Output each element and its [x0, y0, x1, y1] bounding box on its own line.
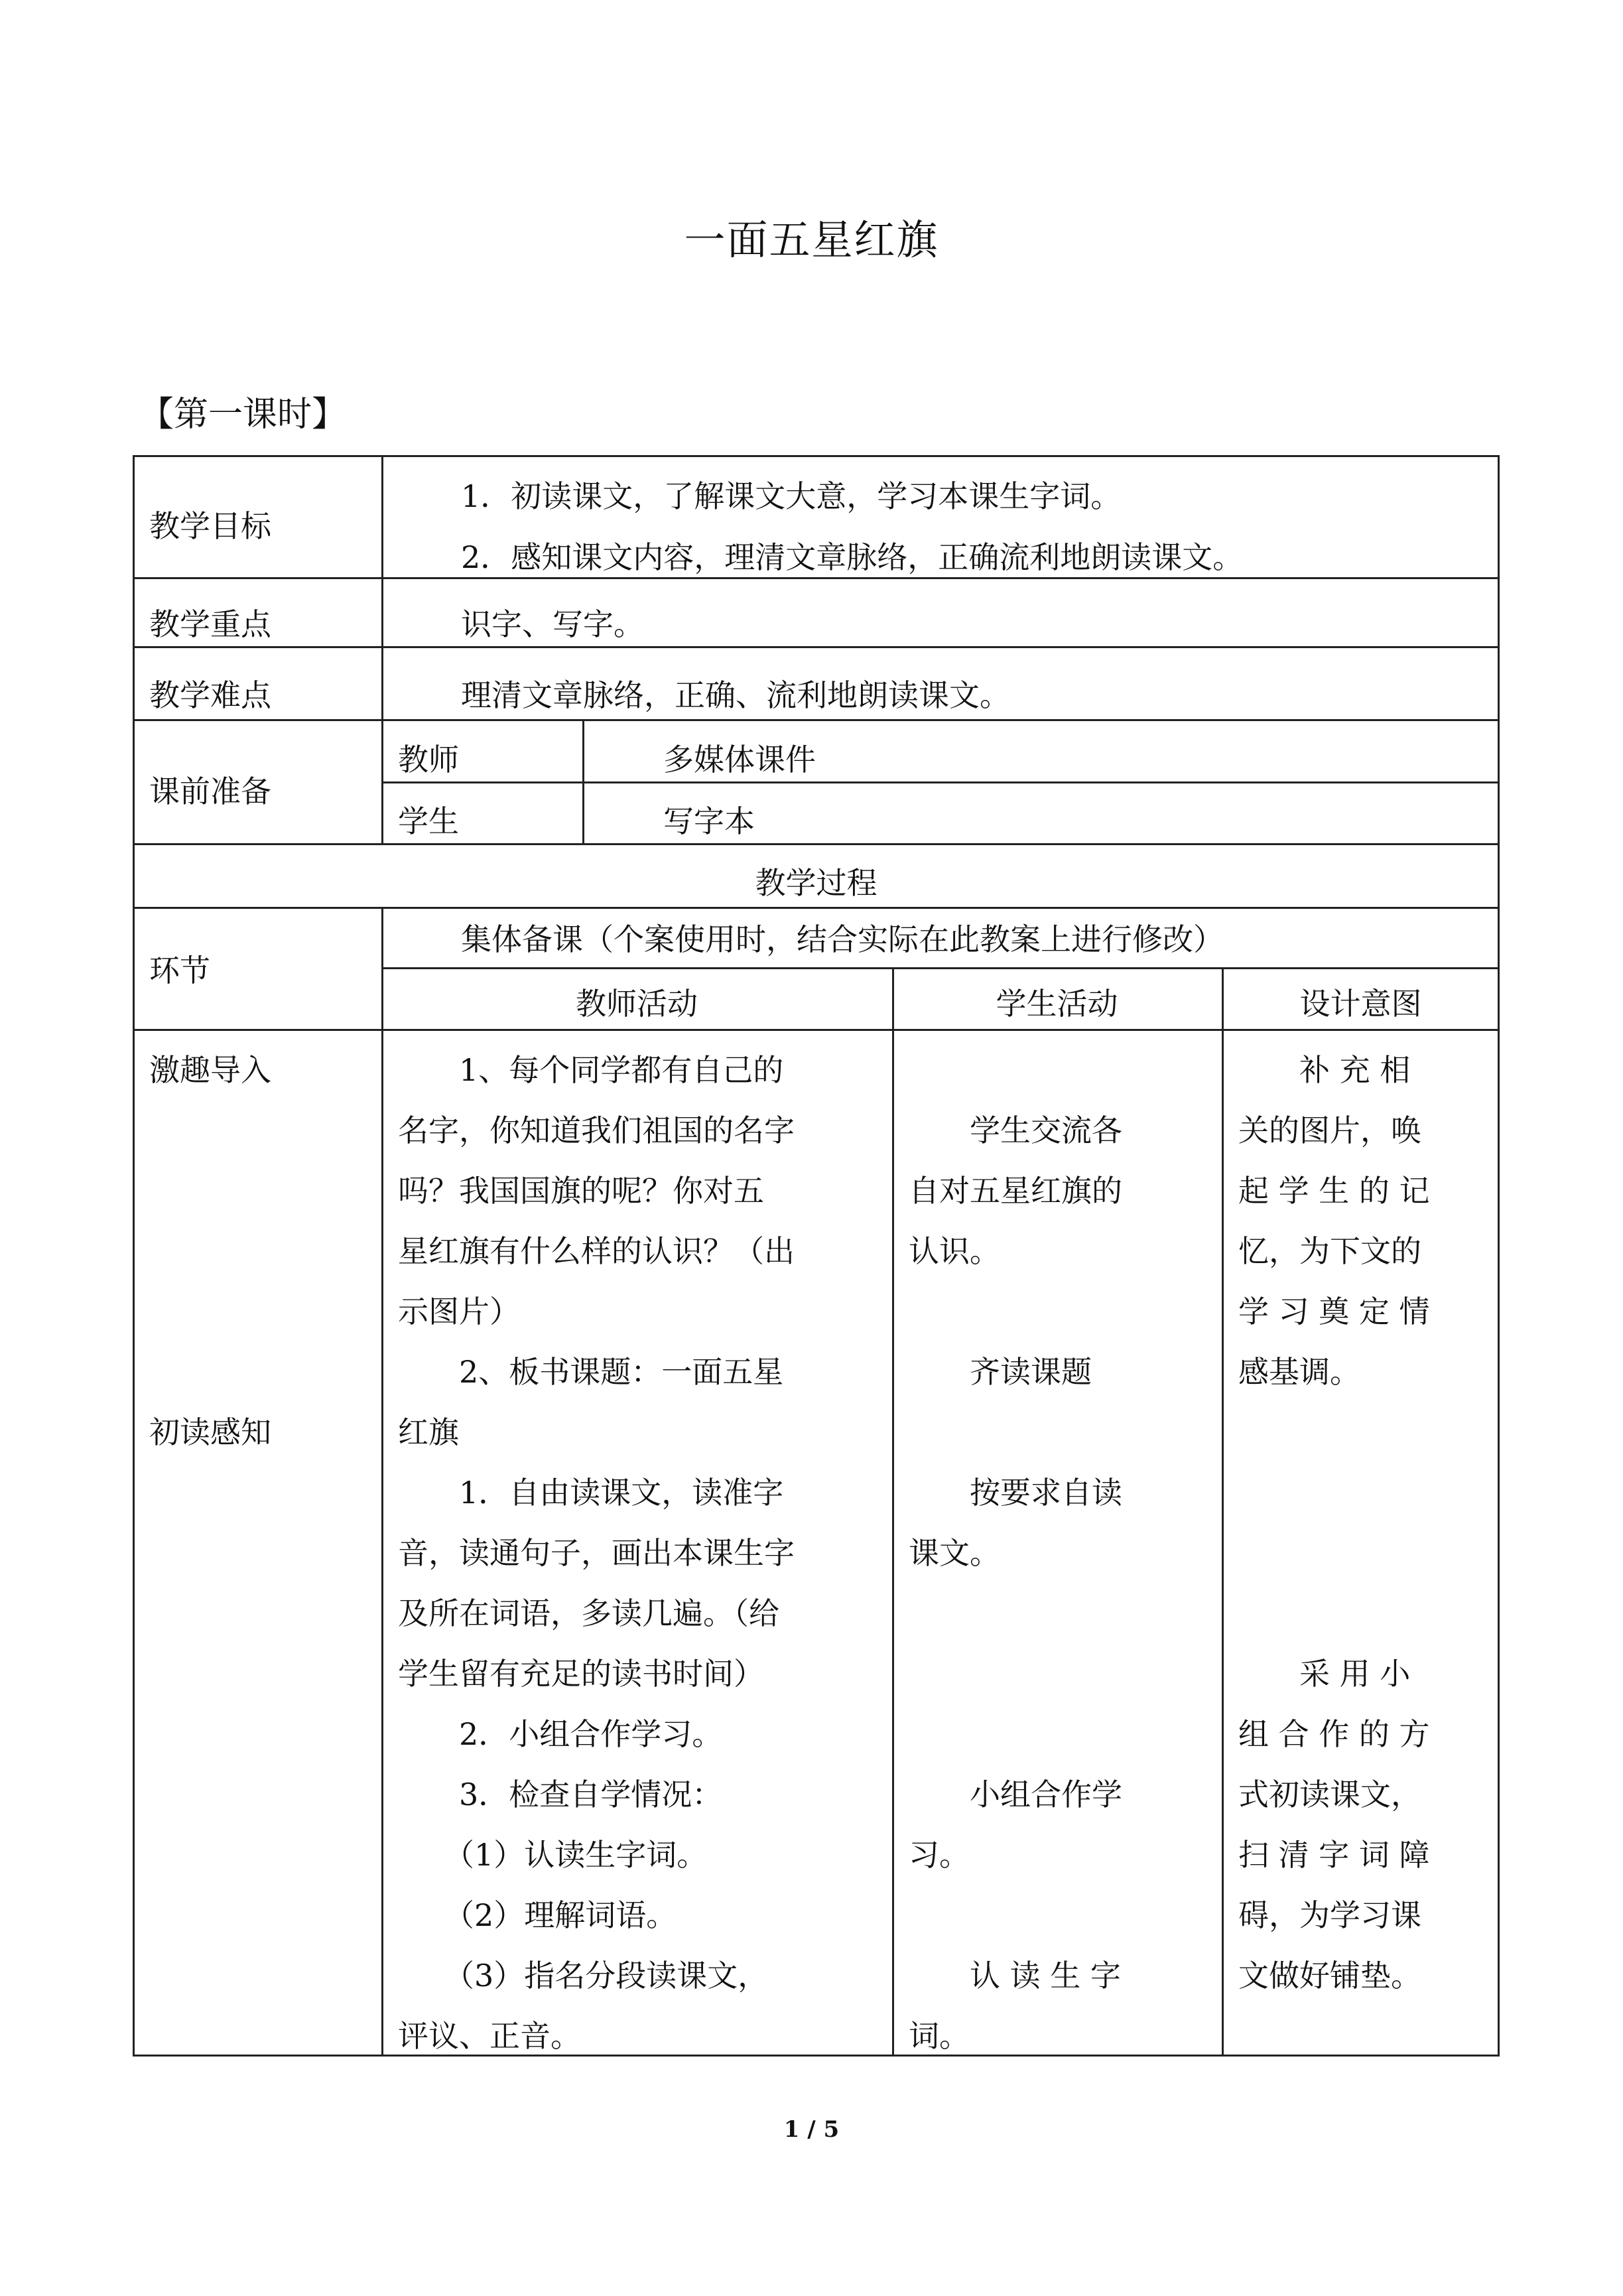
- col-divider: [381, 455, 383, 843]
- student-line: [909, 1704, 1122, 1765]
- difficulty-label: 教学难点: [149, 677, 271, 713]
- stage-label: 初读感知: [149, 1414, 271, 1450]
- teacher-activity-header: 教师活动: [576, 986, 698, 1022]
- student-line: [909, 1282, 1122, 1342]
- student-activity-header: 学生活动: [996, 986, 1118, 1022]
- row-divider: [133, 646, 1500, 648]
- teacher-line: 音，读通句子，画出本课生字: [398, 1535, 795, 1571]
- design-line: [1238, 1463, 1430, 1523]
- teacher-line: 红旗: [398, 1414, 459, 1450]
- objective-item: 1．初读课文，了解课文大意，学习本课生字词。: [461, 478, 1122, 514]
- student-line: 词。: [909, 2018, 970, 2054]
- process-header: 教学过程: [755, 865, 877, 901]
- prep-teacher-label: 教师: [398, 742, 459, 777]
- teacher-activity-column: [398, 1040, 795, 2066]
- student-line: [909, 1402, 1122, 1463]
- prep-teacher-value: 多媒体课件: [663, 742, 816, 777]
- design-line: 补 充 相: [1238, 1052, 1411, 1088]
- row-divider: [381, 781, 1500, 783]
- design-line: 学 习 奠 定 情: [1238, 1294, 1430, 1329]
- col-divider: [381, 907, 383, 2057]
- objectives-label: 教学目标: [149, 508, 271, 544]
- design-intent-column: [1238, 1040, 1430, 2006]
- student-line: 学生交流各: [909, 1113, 1122, 1148]
- student-activity-column: [909, 1040, 1122, 2066]
- col-divider: [582, 719, 584, 843]
- page-number: 1 / 5: [783, 2116, 840, 2143]
- row-divider: [133, 577, 1500, 579]
- design-line: 感基调。: [1238, 1354, 1360, 1390]
- teacher-line: 3．检查自学情况：: [398, 1777, 723, 1812]
- teacher-line: 1、每个同学都有自己的: [398, 1052, 784, 1088]
- student-line: 认 读 生 字: [909, 1958, 1121, 1993]
- teacher-line: 及所在词语，多读几遍。（给: [398, 1595, 779, 1631]
- difficulty-text: 理清文章脉络，正确、流利地朗读课文。: [461, 677, 1010, 713]
- teacher-line: 1．自由读课文，读准字: [398, 1475, 784, 1511]
- document-title: 一面五星红旗: [684, 216, 939, 264]
- teacher-line: 星红旗有什么样的认识？（出: [398, 1233, 795, 1269]
- design-line: [1238, 1402, 1430, 1463]
- teacher-line: （1）认读生字词。: [398, 1837, 708, 1873]
- teacher-line: 吗？我国国旗的呢？你对五: [398, 1173, 764, 1209]
- teacher-line: （3）指名分段读课文，: [398, 1958, 769, 1993]
- student-line: [909, 1040, 1122, 1101]
- teacher-line: （2）理解词语。: [398, 1897, 677, 1933]
- design-intent-header: 设计意图: [1299, 986, 1422, 1022]
- col-divider: [1222, 967, 1224, 2057]
- design-line: 式初读课文，: [1238, 1777, 1421, 1812]
- objective-item: 2．感知课文内容，理清文章脉络，正确流利地朗读课文。: [461, 539, 1244, 575]
- design-line: 采 用 小: [1238, 1656, 1411, 1692]
- row-divider: [133, 843, 1500, 845]
- student-line: [909, 1584, 1122, 1644]
- design-line: 组 合 作 的 方: [1238, 1716, 1430, 1752]
- stage-label: 激趣导入: [149, 1052, 271, 1088]
- design-line: 扫 清 字 词 障: [1238, 1837, 1430, 1873]
- teacher-line: 评议、正音。: [398, 2018, 581, 2054]
- col-divider: [892, 967, 894, 2057]
- design-line: [1238, 1523, 1430, 1584]
- teacher-line: 2．小组合作学习。: [398, 1716, 723, 1752]
- teacher-line: 学生留有充足的读书时间）: [398, 1656, 764, 1692]
- student-line: 习。: [909, 1837, 970, 1873]
- teacher-line: 示图片）: [398, 1294, 520, 1329]
- student-line: [909, 1885, 1122, 1946]
- design-line: 起 学 生 的 记: [1238, 1173, 1430, 1209]
- teacher-line: 2、板书课题：一面五星: [398, 1354, 784, 1390]
- student-line: [909, 1644, 1122, 1704]
- student-line: 自对五星红旗的: [909, 1173, 1122, 1209]
- row-divider: [133, 907, 1500, 909]
- teacher-line: 名字，你知道我们祖国的名字: [398, 1113, 795, 1148]
- preparation-label: 课前准备: [149, 774, 271, 809]
- collective-note: 集体备课（个案使用时，结合实际在此教案上进行修改）: [461, 921, 1224, 957]
- design-line: 忆，为下文的: [1238, 1233, 1421, 1269]
- row-divider: [133, 1029, 1500, 1031]
- row-divider: [133, 719, 1500, 721]
- student-line: 齐读课题: [909, 1354, 1092, 1390]
- student-line: 认识。: [909, 1233, 1000, 1269]
- design-line: 碍，为学习课: [1238, 1897, 1421, 1933]
- student-line: 课文。: [909, 1535, 1000, 1571]
- prep-student-label: 学生: [398, 803, 459, 839]
- student-line: 按要求自读: [909, 1475, 1122, 1511]
- design-line: 关的图片，唤: [1238, 1113, 1421, 1148]
- row-divider: [381, 967, 1500, 969]
- design-line: [1238, 1584, 1430, 1644]
- student-line: 小组合作学: [909, 1777, 1122, 1812]
- key-point-text: 识字、写字。: [461, 606, 644, 642]
- key-point-label: 教学重点: [149, 606, 271, 642]
- design-line: 文做好铺垫。: [1238, 1958, 1421, 1993]
- prep-student-value: 写字本: [663, 803, 755, 839]
- lesson-heading: 【第一课时】: [139, 395, 347, 435]
- stage-header: 环节: [149, 953, 210, 988]
